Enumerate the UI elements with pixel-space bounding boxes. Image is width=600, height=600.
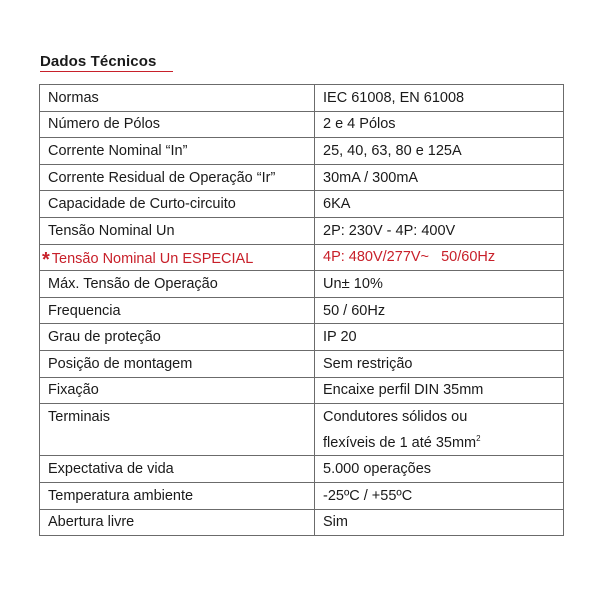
table-row [40,324,564,351]
row-value: Encaixe perfil DIN 35mm [315,377,564,404]
value-line2-text: flexíveis de 1 até 35mm [323,435,477,452]
table-row [40,350,564,377]
section-header [40,53,156,70]
row-value: 5.000 operações [315,456,564,483]
row-label-text: Tensão Nominal Un ESPECIAL [51,250,254,267]
row-value: 25, 40, 63, 80 e 125A [315,138,564,165]
table-row [40,509,564,536]
row-value: Sem restrição [315,350,564,377]
table-row [40,271,564,298]
row-value: 6KA [315,191,564,218]
value-suffix: 10% [349,276,383,293]
row-label: Terminais [40,404,315,430]
table-row-special [40,244,564,271]
table-row [40,404,564,430]
plus-minus-icon: ± [341,275,350,293]
row-label: Abertura livre [40,509,315,536]
row-value: 2P: 230V - 4P: 400V [315,217,564,244]
table-row [40,85,564,112]
row-label: Fixação [40,377,315,404]
superscript: 2 [476,434,481,444]
table-row-continuation [40,430,564,456]
row-value-special [315,244,564,271]
table-row [40,456,564,483]
table-row [40,482,564,509]
section-title: Dados Técnicos [40,53,157,70]
title-underline [40,71,173,72]
table-row [40,111,564,138]
table-row [40,217,564,244]
row-label: Máx. Tensão de Operação [40,271,315,298]
row-value: 50 / 60Hz [315,297,564,324]
row-value-line2 [315,430,564,456]
asterisk-icon: * [42,248,50,271]
row-label: Corrente Residual de Operação “Ir” [40,164,315,191]
row-label: Capacidade de Curto-circuito [40,191,315,218]
row-label: Tensão Nominal Un [40,217,315,244]
row-value: Condutores sólidos ou [315,404,564,430]
table-row [40,297,564,324]
row-value-text: 4P: 480V/277V~ 50/60Hz [323,249,496,266]
table-row [40,164,564,191]
row-label: Frequencia [40,297,315,324]
row-label-special [40,244,315,271]
row-label: Expectativa de vida [40,456,315,483]
table-row [40,138,564,165]
table-row [40,191,564,218]
row-value: IP 20 [315,324,564,351]
row-label: Número de Pólos [40,111,315,138]
row-label: Corrente Nominal “In” [40,138,315,165]
row-label-empty [40,430,315,456]
table-row [40,377,564,404]
row-value: 30mA / 300mA [315,164,564,191]
row-value: 2 e 4 Pólos [315,111,564,138]
row-value [315,271,564,298]
row-label: Posição de montagem [40,350,315,377]
row-label: Temperatura ambiente [40,482,315,509]
row-value: -25ºC / +55ºC [315,482,564,509]
value-prefix: Un [323,276,342,293]
row-label: Grau de proteção [40,324,315,351]
row-value: IEC 61008, EN 61008 [315,85,564,112]
technical-data-table [39,84,564,536]
row-value: Sim [315,509,564,536]
row-label: Normas [40,85,315,112]
